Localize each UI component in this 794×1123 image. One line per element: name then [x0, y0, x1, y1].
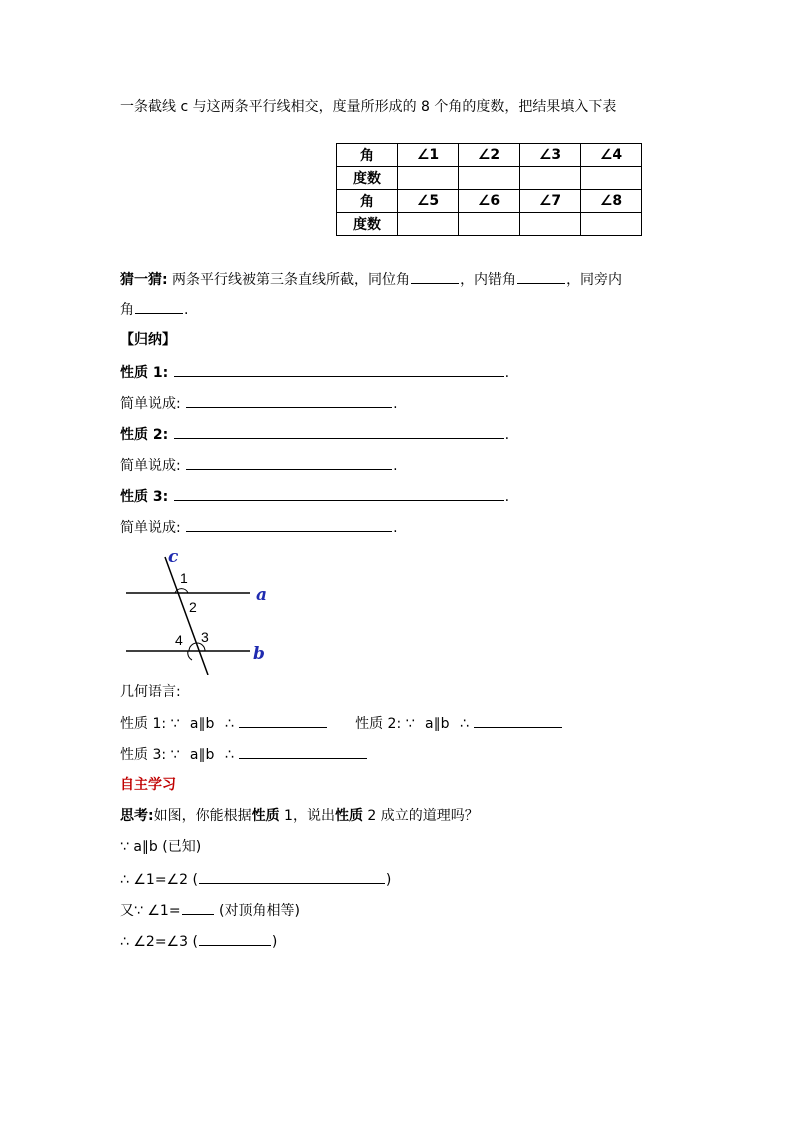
think-bold-2: 性质	[334, 808, 363, 824]
guess-text-2: ，内错角	[460, 272, 517, 288]
property-1-blank[interactable]	[174, 363, 504, 377]
therefore-symbol: ∴	[459, 716, 469, 732]
table-row	[337, 213, 642, 236]
simple-3-line: 简单说成: .	[120, 520, 398, 536]
geo-title: 几何语言:	[120, 684, 181, 700]
degree-input-cell[interactable]	[520, 213, 581, 236]
geo-p2-label: 性质 2:	[355, 716, 402, 732]
table-row	[337, 144, 642, 167]
self-study-heading: 自主学习	[120, 777, 176, 793]
table-cell: ∠6	[459, 190, 520, 213]
guess-line-2	[120, 300, 188, 319]
geo-p2-blank[interactable]	[474, 714, 562, 728]
angle-number-2: 2	[189, 599, 197, 615]
proof-line-3	[120, 901, 300, 920]
because-symbol: ∵	[405, 716, 415, 732]
angle-arc-4	[188, 651, 192, 660]
table-cell: 度数	[337, 167, 398, 190]
proof-line-1: ∵ a∥b (已知)	[120, 839, 202, 855]
because-symbol: ∵	[170, 747, 180, 763]
parallel-statement: a∥b	[425, 716, 450, 732]
table-cell: ∠1	[398, 144, 459, 167]
property-3-line: 性质 3: .	[120, 489, 510, 505]
label-b: b	[253, 644, 265, 664]
degree-input-cell[interactable]	[459, 213, 520, 236]
simple-3-label: 简单说成:	[120, 520, 181, 536]
because-symbol: ∵	[170, 716, 180, 732]
degree-input-cell[interactable]	[581, 167, 642, 190]
property-1-label: 性质 1:	[120, 365, 169, 381]
guess-text-1: 两条平行线被第三条直线所截，同位角	[167, 272, 411, 288]
blank-corresponding[interactable]	[411, 270, 459, 284]
guess-text-3: ，同旁内	[566, 272, 623, 288]
simple-1-blank[interactable]	[186, 394, 392, 408]
geo-line-2	[120, 745, 368, 764]
table-cell: ∠5	[398, 190, 459, 213]
angle-number-3: 3	[201, 629, 209, 645]
parallel-statement: a∥b	[189, 716, 215, 732]
proof-angle-blank[interactable]	[182, 901, 214, 915]
simple-1-label: 简单说成:	[120, 396, 181, 412]
parallel-lines-figure	[110, 545, 280, 675]
degree-input-cell[interactable]	[398, 167, 459, 190]
geo-p3-blank[interactable]	[239, 745, 367, 759]
proof-line-4-text: ∴ ∠2=∠3 (	[120, 934, 198, 950]
angle-number-4: 4	[175, 632, 183, 648]
table-cell: ∠8	[581, 190, 642, 213]
property-3-blank[interactable]	[174, 487, 504, 501]
property-2-label: 性质 2:	[120, 427, 169, 443]
table-cell: ∠7	[520, 190, 581, 213]
geo-line-1	[120, 714, 563, 733]
guess-label: 猜一猜:	[120, 272, 168, 288]
table-cell: 度数	[337, 213, 398, 236]
simple-1-line: 简单说成: .	[120, 396, 398, 412]
label-a: a	[256, 585, 268, 605]
property-2-blank[interactable]	[174, 425, 504, 439]
property-2-line: 性质 2: .	[120, 427, 510, 443]
blank-alternate[interactable]	[517, 270, 565, 284]
table-cell: ∠2	[459, 144, 520, 167]
degree-input-cell[interactable]	[520, 167, 581, 190]
parallel-statement: a∥b	[189, 747, 215, 763]
guess-line-1	[120, 270, 622, 289]
intro-text: 一条截线 c 与这两条平行线相交，度量所形成的 8 个角的度数，把结果填入下表	[120, 99, 617, 115]
table-cell: 角	[337, 144, 398, 167]
simple-2-label: 简单说成:	[120, 458, 181, 474]
table-cell: ∠3	[520, 144, 581, 167]
table-cell: ∠4	[581, 144, 642, 167]
simple-2-blank[interactable]	[186, 456, 392, 470]
blank-same-side[interactable]	[135, 300, 183, 314]
think-bold-1: 性质	[251, 808, 280, 824]
think-text-2: 1，说出	[279, 808, 335, 824]
proof-line-2	[120, 870, 391, 889]
proof-line-2-text: ∴ ∠1=∠2 (	[120, 872, 198, 888]
property-1-line: 性质 1: .	[120, 365, 510, 381]
angle-number-1: 1	[180, 570, 188, 586]
angle-table	[336, 143, 642, 236]
degree-input-cell[interactable]	[398, 213, 459, 236]
proof-line-2-close: )	[385, 872, 392, 888]
think-line	[120, 807, 479, 825]
proof-line-3-reason: (对顶角相等)	[214, 903, 300, 919]
property-3-label: 性质 3:	[120, 489, 169, 505]
table-row	[337, 190, 642, 213]
degree-input-cell[interactable]	[459, 167, 520, 190]
degree-input-cell[interactable]	[581, 213, 642, 236]
guess-end: .	[184, 302, 189, 318]
proof-reason-blank-1[interactable]	[199, 870, 385, 884]
simple-2-line: 简单说成: .	[120, 458, 398, 474]
guess-text-4: 角	[120, 302, 134, 318]
summary-header: 【归纳】	[120, 332, 176, 348]
geo-p1-label: 性质 1:	[120, 716, 167, 732]
label-c: c	[168, 547, 179, 567]
table-row	[337, 167, 642, 190]
proof-reason-blank-2[interactable]	[199, 932, 271, 946]
geo-p1-blank[interactable]	[239, 714, 327, 728]
proof-line-4	[120, 932, 277, 951]
geo-p3-label: 性质 3:	[120, 747, 167, 763]
therefore-symbol: ∴	[224, 747, 234, 763]
think-text-1: 如图，你能根据	[153, 808, 252, 824]
think-label: 思考:	[120, 808, 154, 824]
proof-line-4-close: )	[271, 934, 278, 950]
therefore-symbol: ∴	[224, 716, 234, 732]
table-cell: 角	[337, 190, 398, 213]
think-text-3: 2 成立的道理吗？	[362, 808, 479, 824]
proof-line-3-text: 又∵ ∠1=	[120, 903, 181, 919]
simple-3-blank[interactable]	[186, 518, 392, 532]
